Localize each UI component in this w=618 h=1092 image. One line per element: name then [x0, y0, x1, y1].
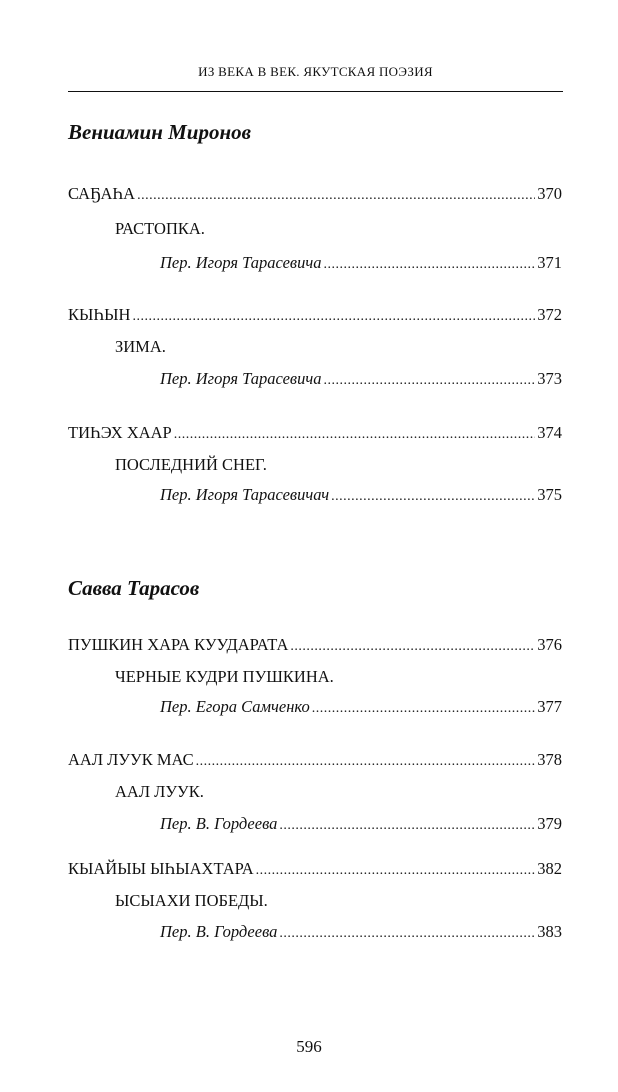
toc-entry-translation: ПОСЛЕДНИЙ СНЕГ. — [115, 455, 267, 474]
toc-entry-translator — [160, 814, 562, 834]
entry-page-number: 383 — [537, 922, 562, 941]
toc-entry-original — [68, 635, 562, 655]
translator-credit: Пер. В. Гордеева — [160, 922, 278, 941]
dot-leader — [290, 639, 535, 655]
dot-leader — [174, 427, 536, 443]
entry-title: ТИҺЭХ ХААР — [68, 423, 172, 442]
entry-page-number: 382 — [537, 859, 562, 878]
toc-entry-translation: ЧЕРНЫЕ КУДРИ ПУШКИНА. — [115, 667, 334, 686]
entry-page-number: 377 — [537, 697, 562, 716]
entry-title: ПУШКИН ХАРА КУУДАРАТА — [68, 635, 289, 654]
page-number: 596 — [296, 1037, 322, 1056]
toc-entry-translation: ЗИМА. — [115, 337, 166, 356]
toc-entry-translator — [160, 922, 562, 942]
dot-leader — [323, 373, 535, 389]
dot-leader — [132, 309, 535, 325]
entry-page-number: 379 — [537, 814, 562, 833]
translator-credit: Пер. Игоря Тарасевичач — [160, 485, 330, 504]
dot-leader — [279, 926, 535, 942]
entry-page-number: 370 — [537, 184, 562, 203]
dot-leader — [137, 188, 535, 204]
entry-page-number: 376 — [537, 635, 562, 654]
entry-page-number: 373 — [537, 369, 562, 388]
entry-page-number: 374 — [537, 423, 562, 442]
toc-entry-translator — [160, 369, 562, 389]
dot-leader — [256, 863, 536, 879]
translator-credit: Пер. Игоря Тарасевича — [160, 253, 322, 272]
toc-entry-original — [68, 859, 562, 879]
translator-credit: Пер. Егора Самченко — [160, 697, 310, 716]
toc-entry-original — [68, 423, 562, 443]
translator-credit: Пер. Игоря Тарасевича — [160, 369, 322, 388]
running-head: ИЗ ВЕКА В ВЕК. ЯКУТСКАЯ ПОЭЗИЯ — [198, 64, 433, 79]
entry-title: САҔАҺА — [68, 184, 136, 203]
dot-leader — [279, 818, 535, 834]
entry-title: КЫҺЫН — [68, 305, 131, 324]
entry-title: КЫАЙЫЫ ЫҺЫАХТАРА — [68, 859, 254, 878]
toc-entry-original — [68, 750, 562, 770]
header-rule — [68, 91, 563, 92]
toc-entry-original — [68, 184, 562, 204]
translator-credit: Пер. В. Гордеева — [160, 814, 278, 833]
dot-leader — [312, 701, 536, 717]
toc-entry-translation: ААЛ ЛУУК. — [115, 782, 204, 801]
toc-entry-translation: РАСТОПКА. — [115, 219, 205, 238]
entry-page-number: 378 — [537, 750, 562, 769]
toc-entry-original — [68, 305, 562, 325]
entry-page-number: 371 — [537, 253, 562, 272]
dot-leader — [323, 257, 535, 273]
toc-entry-translator — [160, 697, 562, 717]
entry-page-number: 372 — [537, 305, 562, 324]
entry-page-number: 375 — [537, 485, 562, 504]
toc-entry-translator — [160, 485, 562, 505]
dot-leader — [331, 489, 535, 505]
toc-entry-translation: ЫСЫАХИ ПОБЕДЫ. — [115, 891, 268, 910]
dot-leader — [196, 754, 536, 770]
author-heading: Вениамин Миронов — [68, 120, 252, 144]
entry-title: ААЛ ЛУУК МАС — [68, 750, 194, 769]
toc-entry-translator — [160, 253, 562, 273]
author-heading: Савва Тарасов — [68, 576, 200, 600]
